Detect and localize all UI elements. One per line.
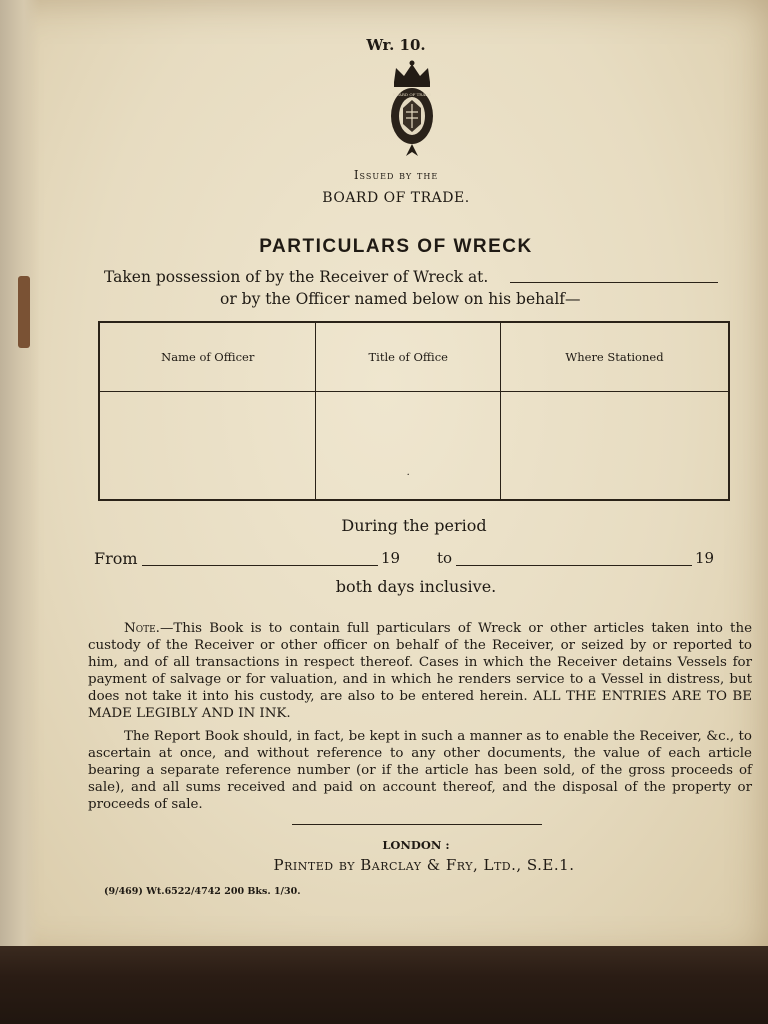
divider-rule — [292, 824, 542, 825]
crest-text: BOARD OF TRADE — [392, 92, 432, 97]
to-date-blank[interactable] — [456, 565, 692, 566]
inclusive-text: both days inclusive. — [335, 577, 497, 596]
location-blank[interactable] — [510, 282, 718, 283]
page-title: PARTICULARS OF WRECK — [259, 236, 533, 257]
from-date-blank[interactable] — [142, 565, 378, 566]
issuer-name: BOARD OF TRADE. — [322, 190, 470, 206]
officers-table — [98, 321, 730, 501]
from-year: 19 — [381, 549, 401, 567]
form-number: Wr. 10. — [366, 36, 426, 54]
cell-name-of-officer[interactable] — [99, 392, 316, 501]
desk-surface — [0, 946, 768, 1024]
printer-line: Printed by Barclay & Fry, Ltd., S.E.1. — [273, 856, 575, 874]
crest-emblem — [386, 60, 438, 164]
table-row — [99, 392, 729, 501]
header-where-stationed: Where Stationed — [500, 322, 729, 392]
officer-behalf-text: or by the Officer named below on his behalf— — [220, 290, 581, 308]
note-text-1: —This Book is to contain full particulars of Wreck or other articles taken into the custody of the Receiver or other officer on behalf of the Receiver, or seized by or reported to him, and of all transactions in respect thereof. Cases in which the Receiver detains Vessels for payment of salvage or for valuation, and in which he renders service to a Vessel in distress, but does not take it into his custody, are also to be entered herein. ALL THE ENTRIES ARE TO BE MADE LEGIBLY AND IN INK. — [88, 621, 752, 721]
to-year: 19 — [695, 549, 715, 567]
ink-mark: · — [406, 470, 410, 481]
taken-possession-text: Taken possession of by the Receiver of Wreck at. — [104, 268, 489, 286]
header-name-of-officer: Name of Officer — [99, 322, 316, 392]
cell-title-of-office[interactable] — [316, 392, 501, 501]
table-header-row — [99, 322, 729, 392]
printer-city: LONDON : — [382, 838, 450, 852]
from-label: From — [94, 549, 138, 568]
print-imprint: (9/469) Wt.6522/4742 200 Bks. 1/30. — [104, 886, 301, 897]
header-title-of-office: Title of Office — [316, 322, 501, 392]
period-heading: During the period — [341, 516, 487, 535]
issued-by: Issued by the — [353, 168, 439, 182]
note-label: Note. — [124, 621, 160, 636]
to-label: to — [437, 549, 453, 567]
cell-where-stationed[interactable] — [500, 392, 729, 501]
note-paragraph-1 — [88, 620, 752, 722]
binding-tab — [18, 276, 30, 348]
note-paragraph-2: The Report Book should, in fact, be kept in such a manner as to enable the Receiver, &c., to ascertain at once, and without reference to any other documents, the value of each article bearing a separate reference number (or if the article has been sold, of the gross proceeds of sale), and all sums received and paid on account thereof, and the disposal of the property or proceeds of sale. — [88, 729, 752, 812]
